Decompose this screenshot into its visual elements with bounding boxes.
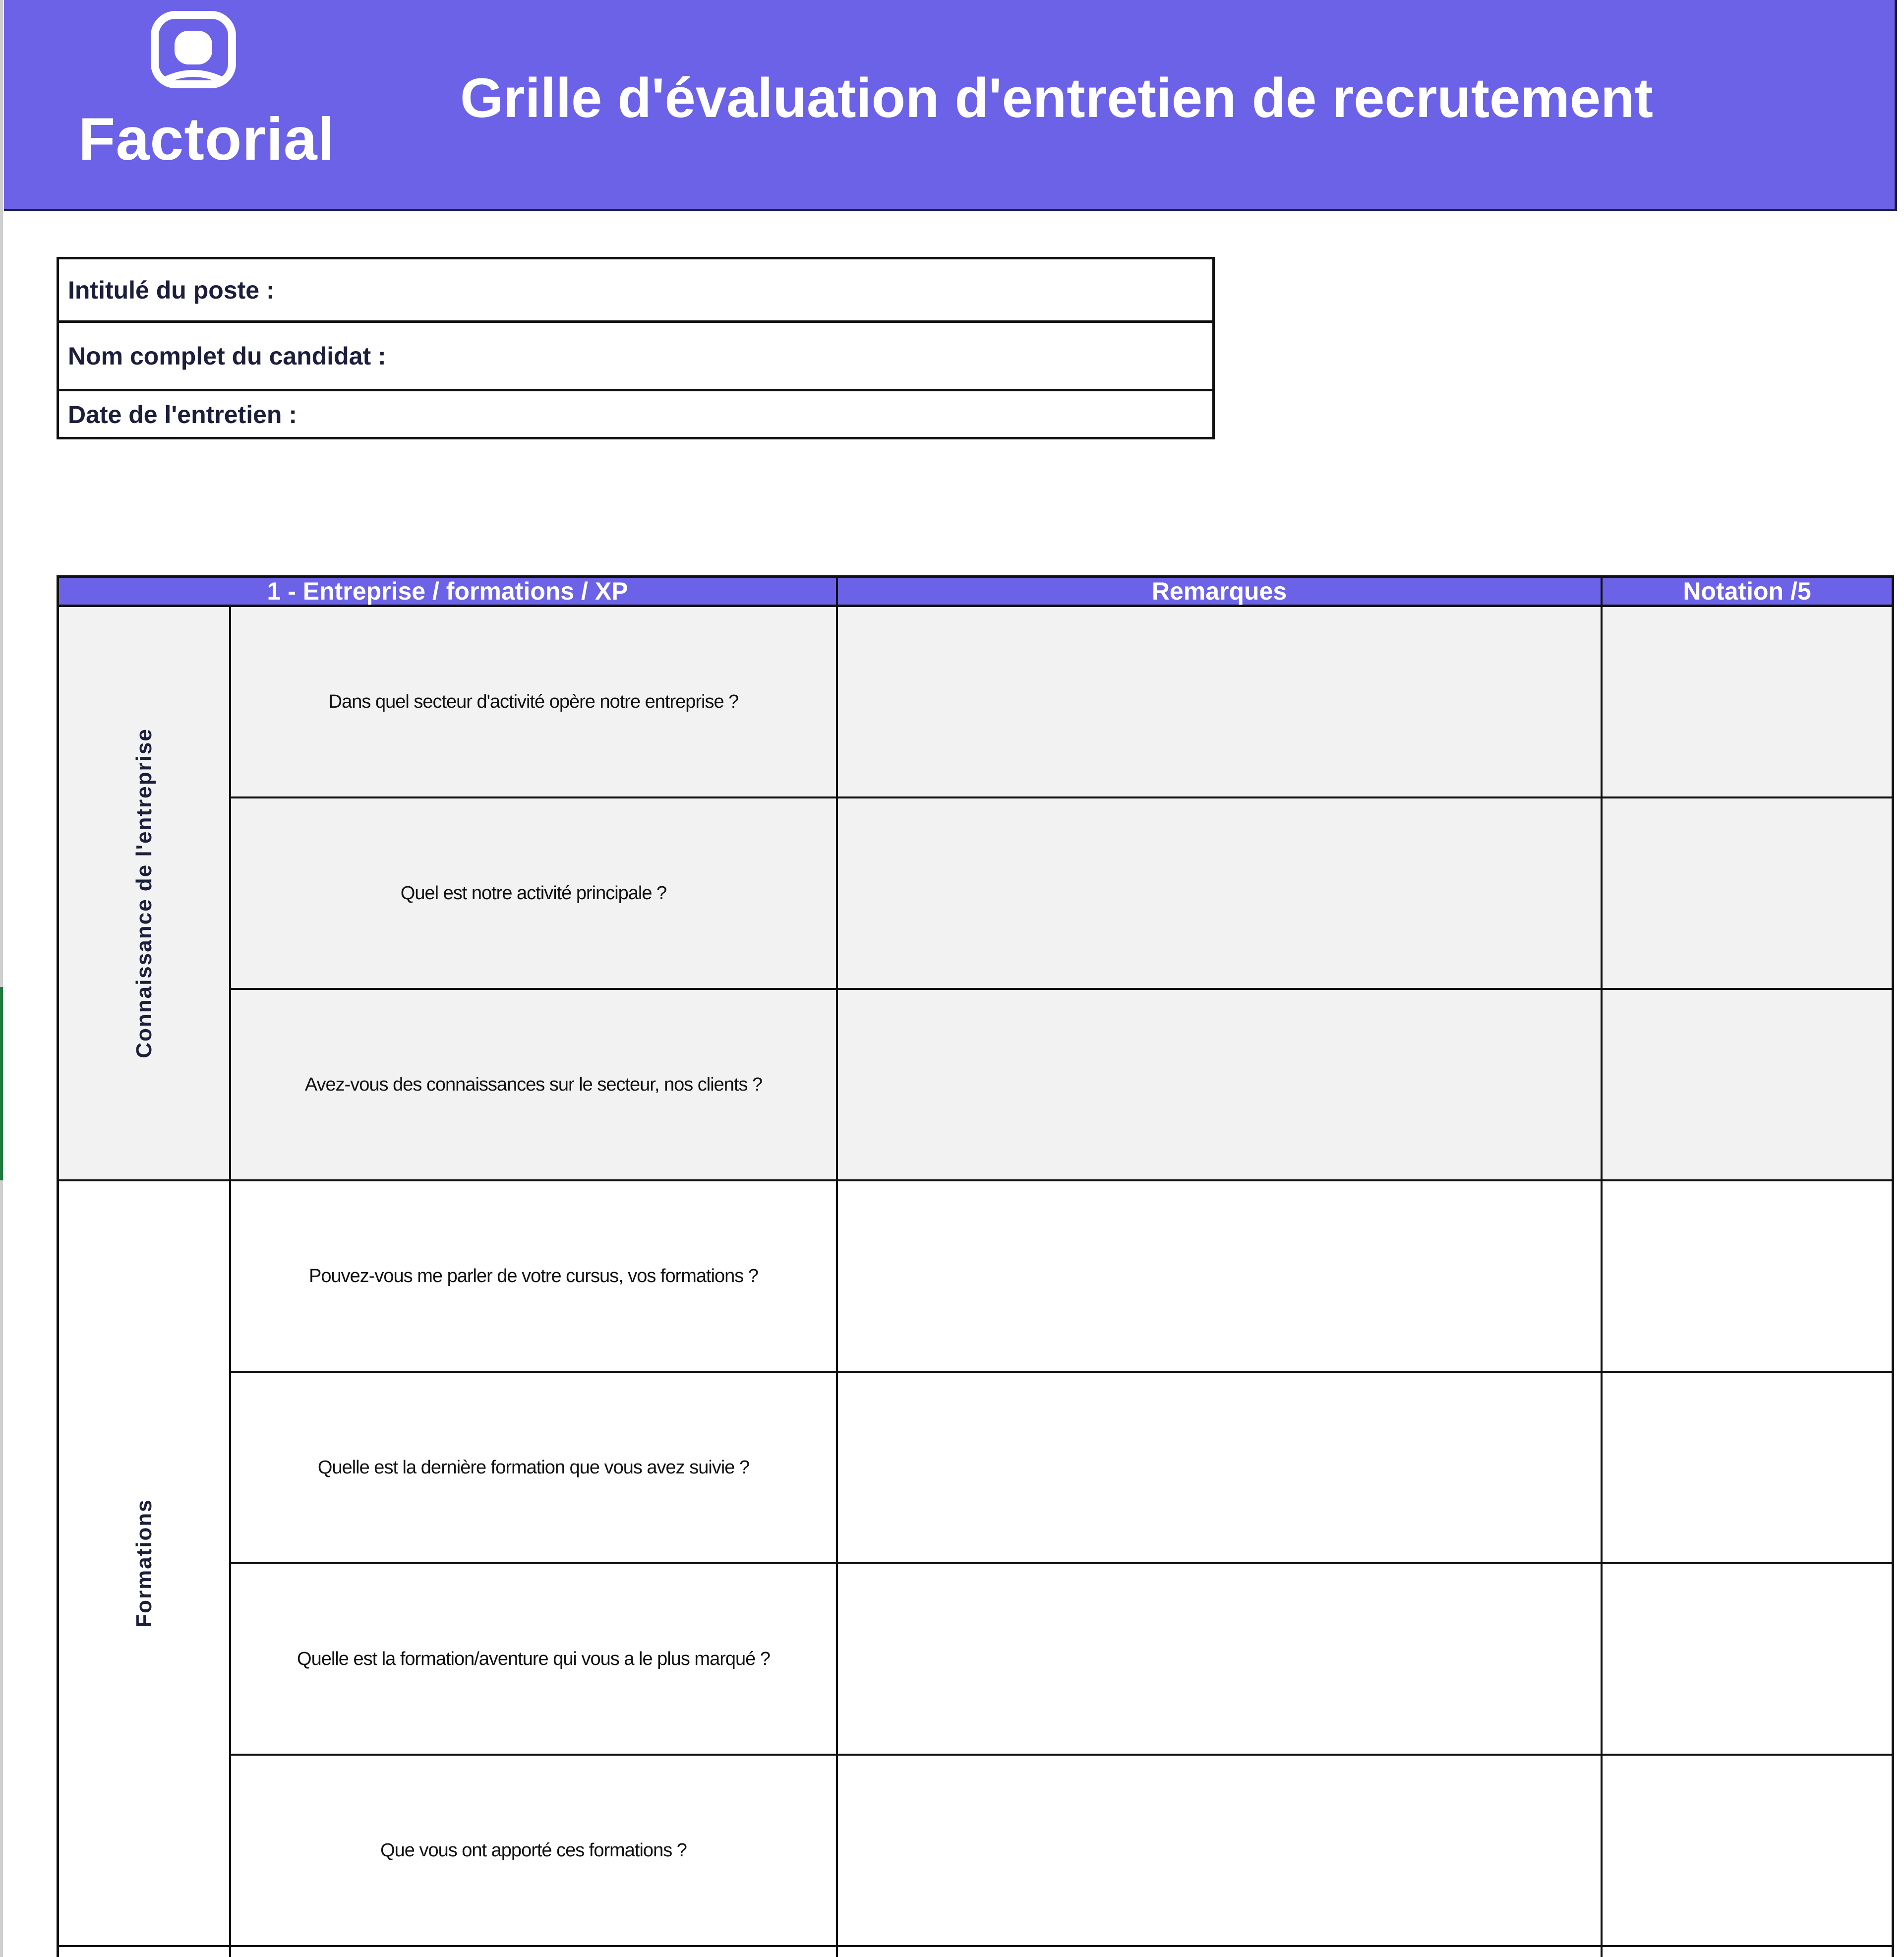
column-header-remarks [836,575,1601,607]
score-cell[interactable] [1601,607,1894,798]
header-banner [4,0,1897,211]
logo-text: Factorial [78,105,335,173]
remarks-cell[interactable] [836,1756,1601,1947]
section-label: Formations [131,1499,156,1628]
job-title-label: Intitulé du poste : [68,276,275,304]
next-score-cell [1601,1947,1894,1957]
next-remarks-cell [836,1947,1601,1957]
section-label: Connaissance de l'entreprise [131,728,156,1058]
score-cell[interactable] [1601,990,1894,1181]
left-window-edge [0,0,3,1957]
next-section-cell [57,1947,229,1957]
question-text: Quelle est la dernière formation que vous avez suivie ? [317,1457,750,1478]
column-header-section [57,575,836,607]
job-title-field[interactable] [59,259,1212,323]
question-cell [229,1564,836,1756]
score-cell[interactable] [1601,1756,1894,1947]
remarks-cell[interactable] [836,607,1601,798]
remarks-cell[interactable] [836,798,1601,990]
left-edge-accent [0,987,3,1180]
column-header-score [1601,575,1894,607]
question-cell [229,1756,836,1947]
question-cell [229,798,836,990]
column-header-section-text: 1 - Entreprise / formations / XP [267,577,628,605]
remarks-cell[interactable] [836,1564,1601,1756]
score-cell[interactable] [1601,798,1894,990]
question-cell [229,1373,836,1564]
interview-date-field[interactable] [59,391,1212,437]
question-text: Que vous ont apporté ces formations ? [380,1839,687,1861]
question-cell [229,607,836,798]
next-question-cell [229,1947,836,1957]
section-label-cell [57,1181,229,1947]
table-right-border [1892,575,1894,1957]
factorial-logo-icon [151,11,236,92]
remarks-cell[interactable] [836,1373,1601,1564]
question-cell [229,1181,836,1373]
remarks-cell[interactable] [836,990,1601,1181]
candidate-name-field[interactable] [59,323,1212,391]
column-header-score-text: Notation /5 [1683,577,1811,605]
question-cell [229,990,836,1181]
candidate-info-box [57,257,1215,439]
question-text: Quel est notre activité principale ? [400,882,667,904]
document-title: Grille d'évaluation d'entretien de recrutement [460,67,1653,129]
question-text: Pouvez-vous me parler de votre cursus, vos formations ? [309,1265,758,1286]
question-text: Dans quel secteur d'activité opère notre entreprise ? [328,691,739,712]
candidate-name-label: Nom complet du candidat : [68,342,386,370]
question-text: Quelle est la formation/aventure qui vous a le plus marqué ? [297,1648,770,1669]
evaluation-table [57,575,1894,1957]
score-cell[interactable] [1601,1373,1894,1564]
column-header-remarks-text: Remarques [1151,577,1287,605]
interview-date-label: Date de l'entretien : [68,400,297,428]
question-text: Avez-vous des connaissances sur le secteur, nos clients ? [304,1074,763,1095]
score-cell[interactable] [1601,1181,1894,1373]
score-cell[interactable] [1601,1564,1894,1756]
remarks-cell[interactable] [836,1181,1601,1373]
section-label-cell [57,607,229,1181]
